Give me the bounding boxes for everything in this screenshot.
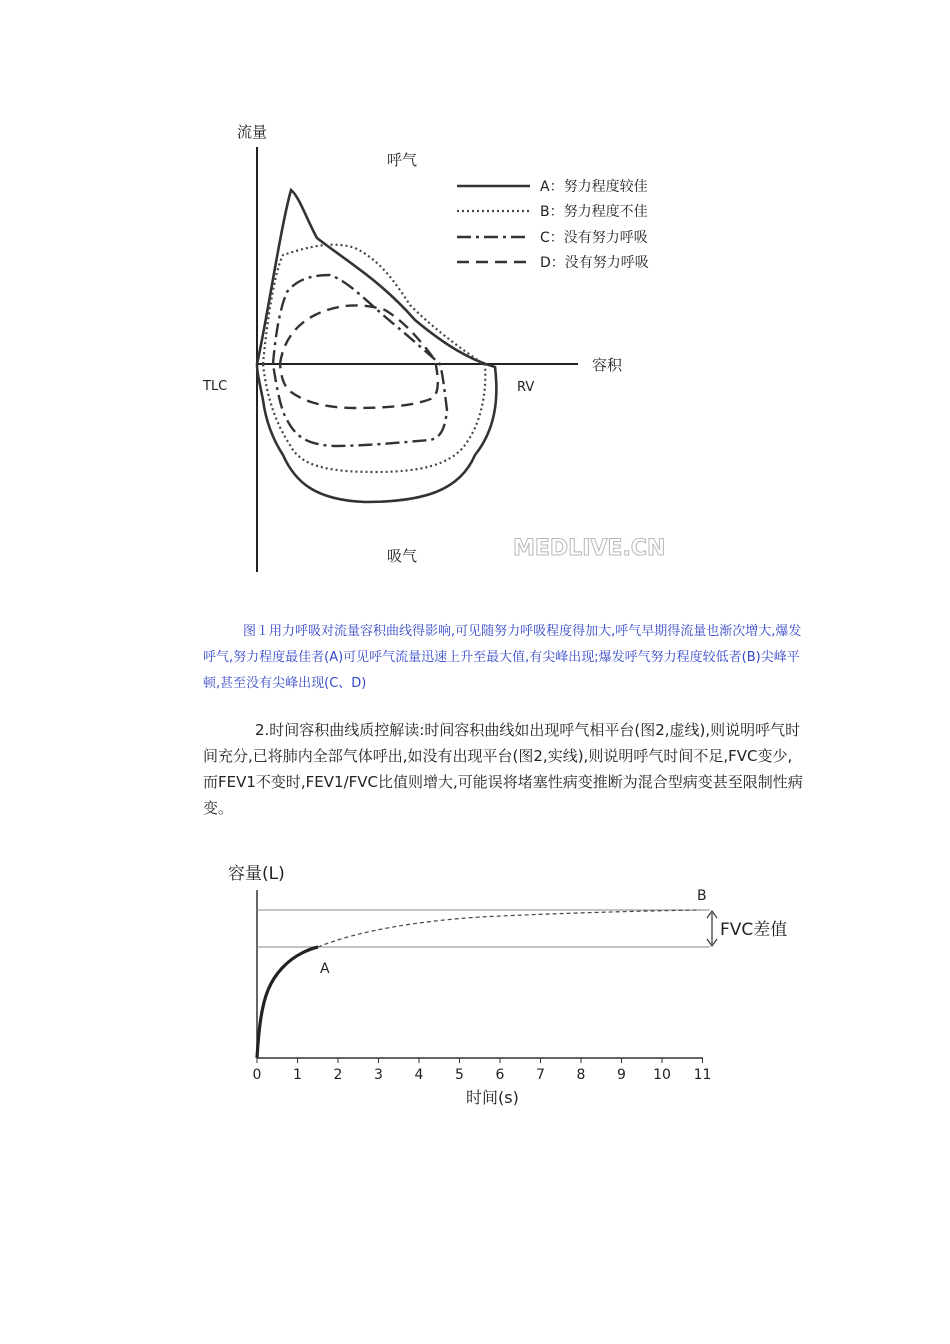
flow-volume-figure [195,110,715,580]
fvc-diff-label: FVC差值 [720,920,788,940]
curve-c [273,275,447,446]
tlc-label: TLC [203,379,228,394]
volume-axis-label: 容积 [592,356,623,374]
x-tick-label: 7 [536,1067,545,1083]
x-tick-label: 0 [252,1067,262,1083]
inhale-label: 吸气 [387,547,418,565]
point-b-label: B [697,888,707,904]
legend-text-a: A：努力程度较佳 [540,179,648,195]
x-tick-label: 5 [455,1067,464,1083]
x-tick-label: 10 [653,1067,671,1083]
x-tick-label: 3 [374,1067,383,1083]
curve-b [263,245,485,472]
x-tick-label: 6 [495,1067,505,1083]
x-tick-label: 8 [576,1067,586,1083]
point-a-label: A [320,961,330,977]
watermark: MEDLIVE.CN [513,536,666,561]
x-tick-label: 2 [333,1067,343,1083]
x-tick-label: 11 [693,1067,712,1083]
legend-text-b: B：努力程度不佳 [540,204,648,220]
legend-text-d: D：没有努力呼吸 [540,255,649,271]
caption-text: 图１用力呼吸对流量容积曲线得影响,可见随努力呼吸程度得加大,呼气早期得流量也渐次增大,爆发呼气,努力程度最佳者(A)可见呼气流量迅速上升至最大值,有尖峰出现;爆发呼气努力程度较低者(B)尖峰平顿,甚至没有尖峰出现(C、D) [203,624,802,691]
x-tick-label: 1 [293,1067,302,1083]
dashed-plateau-curve [318,910,700,947]
flow-axis-label: 流量 [237,123,268,141]
solid-curve [257,947,318,1058]
figure1-caption [203,619,803,697]
time-volume-figure [220,855,800,1115]
x-tick-label: 4 [414,1067,424,1083]
time-axis-label: 时间(s) [466,1088,519,1107]
legend-text-c: C：没有努力呼吸 [540,230,648,246]
volume-axis-label: 容量(L) [228,864,285,884]
x-tick-label: 9 [617,1067,626,1083]
x-ticks [253,1058,712,1083]
paragraph-text: 2.时间容积曲线质控解读:时间容积曲线如出现呼气相平台(图2,虚线),则说明呼气时间充分,已将肺内全部气体呼出,如没有出现平台(图2,实线),则说明呼气时间不足,FVC变少,而FEV1不变时,FEV1/FVC比值则增大,可能误将堵塞性病变推断为混合型病变甚至限制性病变。 [203,721,803,817]
body-paragraph [203,717,803,821]
exhale-label: 呼气 [387,151,418,169]
rv-label: RV [517,380,535,395]
